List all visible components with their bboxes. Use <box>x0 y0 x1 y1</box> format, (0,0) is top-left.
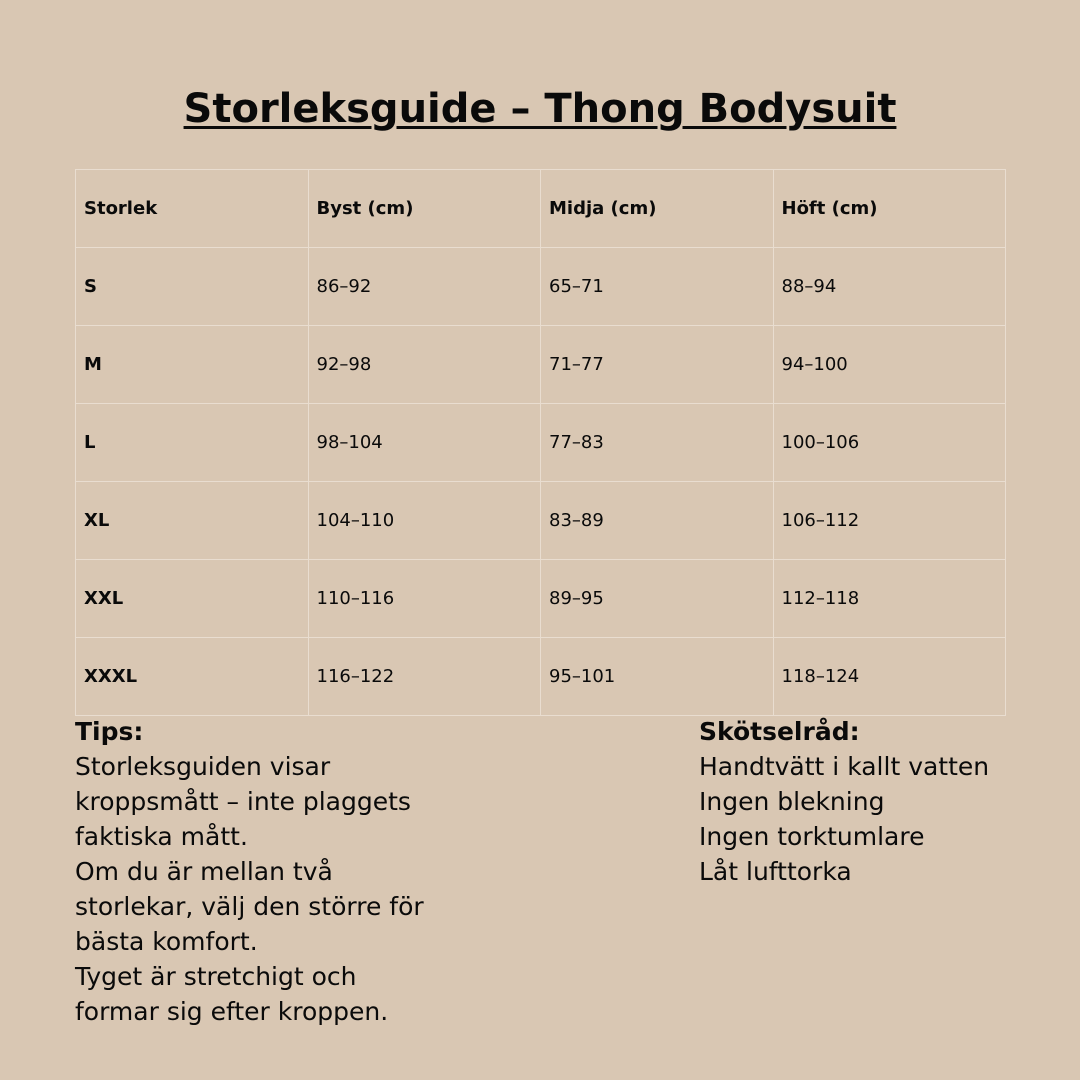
tips-line: kroppsmått – inte plaggets <box>75 787 411 816</box>
hip-cell: 112–118 <box>773 560 1006 638</box>
size-cell: XXXL <box>76 638 309 716</box>
care-section <box>699 714 1059 889</box>
tips-section <box>75 714 455 1029</box>
hip-cell: 94–100 <box>773 326 1006 404</box>
size-cell: M <box>76 326 309 404</box>
care-heading: Skötselråd: <box>699 717 860 746</box>
header-hip: Höft (cm) <box>773 170 1006 248</box>
table-row <box>76 248 1006 326</box>
waist-cell: 89–95 <box>541 560 774 638</box>
tips-line: Tyget är stretchigt och <box>75 962 357 991</box>
waist-cell: 83–89 <box>541 482 774 560</box>
tips-line: faktiska mått. <box>75 822 248 851</box>
table-row <box>76 326 1006 404</box>
waist-cell: 95–101 <box>541 638 774 716</box>
size-cell: XXL <box>76 560 309 638</box>
table-row <box>76 638 1006 716</box>
care-line: Handtvätt i kallt vatten <box>699 752 990 781</box>
tips-line: Storleksguiden visar <box>75 752 331 781</box>
size-cell: S <box>76 248 309 326</box>
tips-line: Om du är mellan två <box>75 857 333 886</box>
size-table <box>75 169 1006 716</box>
bust-cell: 104–110 <box>308 482 541 560</box>
size-cell: L <box>76 404 309 482</box>
hip-cell: 106–112 <box>773 482 1006 560</box>
bust-cell: 98–104 <box>308 404 541 482</box>
bust-cell: 110–116 <box>308 560 541 638</box>
care-line: Låt lufttorka <box>699 857 852 886</box>
header-size: Storlek <box>76 170 309 248</box>
hip-cell: 118–124 <box>773 638 1006 716</box>
bust-cell: 92–98 <box>308 326 541 404</box>
bust-cell: 116–122 <box>308 638 541 716</box>
header-bust: Byst (cm) <box>308 170 541 248</box>
tips-line: bästa komfort. <box>75 927 258 956</box>
hip-cell: 88–94 <box>773 248 1006 326</box>
table-header-row <box>76 170 1006 248</box>
tips-line: storlekar, välj den större för <box>75 892 424 921</box>
size-cell: XL <box>76 482 309 560</box>
table-row <box>76 560 1006 638</box>
waist-cell: 65–71 <box>541 248 774 326</box>
hip-cell: 100–106 <box>773 404 1006 482</box>
bust-cell: 86–92 <box>308 248 541 326</box>
page-title: Storleksguide – Thong Bodysuit <box>183 85 897 132</box>
tips-line: formar sig efter kroppen. <box>75 997 389 1026</box>
waist-cell: 77–83 <box>541 404 774 482</box>
care-line: Ingen torktumlare <box>699 822 925 851</box>
waist-cell: 71–77 <box>541 326 774 404</box>
care-line: Ingen blekning <box>699 787 885 816</box>
table-row <box>76 404 1006 482</box>
table-row <box>76 482 1006 560</box>
header-waist: Midja (cm) <box>541 170 774 248</box>
tips-heading: Tips: <box>75 717 144 746</box>
